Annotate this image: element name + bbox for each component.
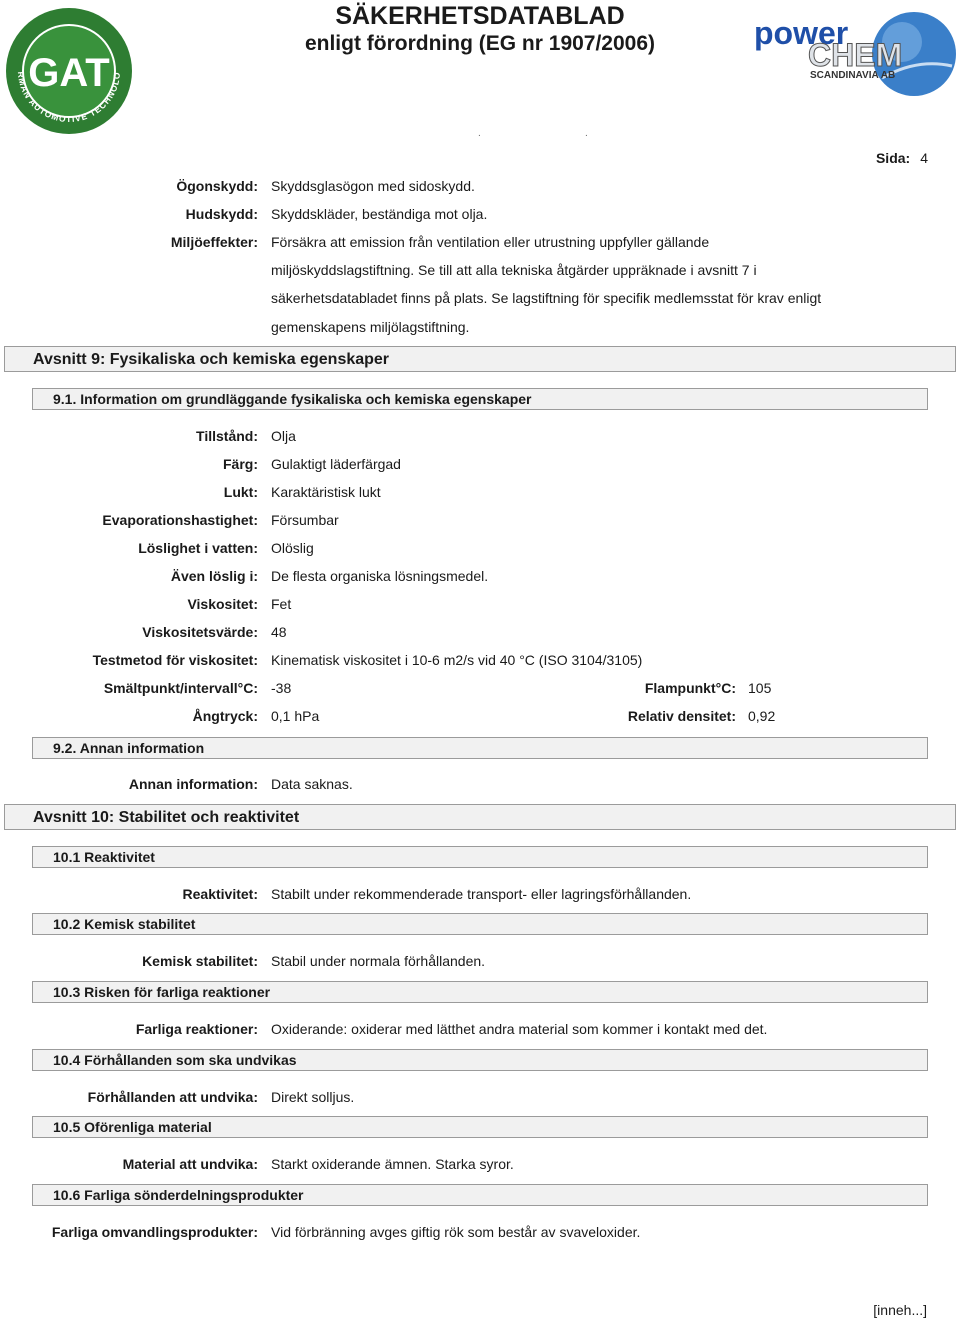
chemical-stability-value: Stabil under normala förhållanden. [271, 953, 486, 969]
subsection-9-2-header: 9.2. Annan information [32, 737, 928, 759]
conditions-avoid-value: Direkt solljus. [271, 1089, 355, 1105]
page-number: Sida: 4 [875, 150, 928, 166]
section-10-header: Avsnitt 10: Stabilitet och reaktivitet [4, 804, 956, 830]
reactivity-label: Reaktivitet: [182, 886, 258, 902]
property-label: Tillstånd: [196, 428, 258, 444]
property-label: Viskositet: [187, 596, 258, 612]
property-label: Även löslig i: [170, 568, 258, 584]
header-dots: . [478, 128, 481, 139]
skin-protection-label: Hudskydd: [185, 206, 258, 222]
property-label: Testmetod för viskositet: [92, 652, 258, 668]
subsection-9-1-header: 9.1. Information om grundläggande fysikaliska och kemiska egenskaper [32, 388, 928, 410]
relative-density-label: Relativ densitet: [627, 708, 736, 724]
svg-text:power: power [754, 15, 849, 51]
property-value: Kinematisk viskositet i 10-6 m2/s vid 40 °C (ISO 3104/3105) [271, 652, 643, 668]
relative-density-value: 0,92 [748, 708, 776, 724]
property-value: Fet [271, 596, 292, 612]
property-label: Färg: [223, 456, 258, 472]
other-info-value: Data saknas. [271, 776, 353, 792]
decomposition-products-label: Farliga omvandlingsprodukter: [51, 1224, 258, 1240]
flash-point-label: Flampunkt°C: [644, 680, 736, 696]
property-value: 48 [271, 624, 287, 640]
svg-text:SCANDINAVIA AB: SCANDINAVIA AB [810, 70, 896, 81]
property-label: Löslighet i vatten: [138, 540, 258, 556]
other-info-label: Annan information: [128, 776, 258, 792]
property-value: Olja [271, 428, 296, 444]
chemical-stability-label: Kemisk stabilitet: [142, 953, 258, 969]
property-value: -38 [271, 680, 292, 696]
property-value: De flesta organiska lösningsmedel. [271, 568, 489, 584]
eye-protection-label: Ögonskydd: [176, 178, 258, 194]
property-label: Ångtryck: [192, 708, 258, 724]
header-dots: . [585, 128, 588, 139]
subsection-10-4-header: 10.4 Förhållanden som ska undvikas [32, 1049, 928, 1071]
subsection-10-5-header: 10.5 Oförenliga material [32, 1116, 928, 1138]
continued-marker: [inneh...] [873, 1302, 927, 1318]
subsection-10-1-header: 10.1 Reaktivitet [32, 846, 928, 868]
svg-text:CHEM: CHEM [808, 37, 903, 73]
property-value: Gulaktigt läderfärgad [271, 456, 401, 472]
powerchem-logo [752, 8, 958, 100]
section-9-header: Avsnitt 9: Fysikaliska och kemiska egenskaper [4, 346, 956, 372]
hazardous-reactions-value: Oxiderande: oxiderar med lätthet andra material som kommer i kontakt med det. [271, 1021, 768, 1037]
environment-value: Försäkra att emission från ventilation eller utrustning uppfyller gällande miljöskyddslagstiftning. Se till att alla tekniska åtgärder uppräknade i avsnitt 7 i säkerhetsdatabladet finns på plats. Se lagstiftning för specifik medlemsstat för krav enligt gemenskapens miljölagstiftning. [271, 234, 822, 335]
property-value: Karaktäristisk lukt [271, 484, 381, 500]
skin-protection-value: Skyddskläder, beständiga mot olja. [271, 206, 488, 222]
svg-text:GERMAN AUTOMOTIVE TECHNOLOGY: RMAN AUTOMOTIVE TECHNOLO [15, 71, 123, 125]
subsection-10-2-header: 10.2 Kemisk stabilitet [32, 913, 928, 935]
reactivity-value: Stabilt under rekommenderade transport- eller lagringsförhållanden. [271, 886, 692, 902]
property-label: Smältpunkt/intervall°C: [103, 680, 258, 696]
flash-point-value: 105 [748, 680, 772, 696]
property-value: Försumbar [271, 512, 339, 528]
environment-label: Miljöeffekter: [170, 234, 258, 250]
materials-avoid-label: Material att undvika: [122, 1156, 258, 1172]
document-subtitle: enligt förordning (EG nr 1907/2006) [304, 32, 656, 55]
decomposition-products-value: Vid förbränning avges giftig rök som består av svaveloxider. [271, 1224, 641, 1240]
property-value: Olöslig [271, 540, 314, 556]
property-label: Viskositetsvärde: [142, 624, 258, 640]
document-title: SÄKERHETSDATABLAD [335, 2, 625, 30]
subsection-10-3-header: 10.3 Risken för farliga reaktioner [32, 981, 928, 1003]
materials-avoid-value: Starkt oxiderande ämnen. Starka syror. [271, 1156, 514, 1172]
conditions-avoid-label: Förhållanden att undvika: [87, 1089, 258, 1105]
property-label: Evaporationshastighet: [102, 512, 258, 528]
subsection-10-6-header: 10.6 Farliga sönderdelningsprodukter [32, 1184, 928, 1206]
property-label: Lukt: [223, 484, 258, 500]
hazardous-reactions-label: Farliga reaktioner: [135, 1021, 258, 1037]
eye-protection-value: Skyddsglasögon med sidoskydd. [271, 178, 475, 194]
svg-text:GAT: GAT [28, 51, 110, 95]
property-value: 0,1 hPa [271, 708, 320, 724]
